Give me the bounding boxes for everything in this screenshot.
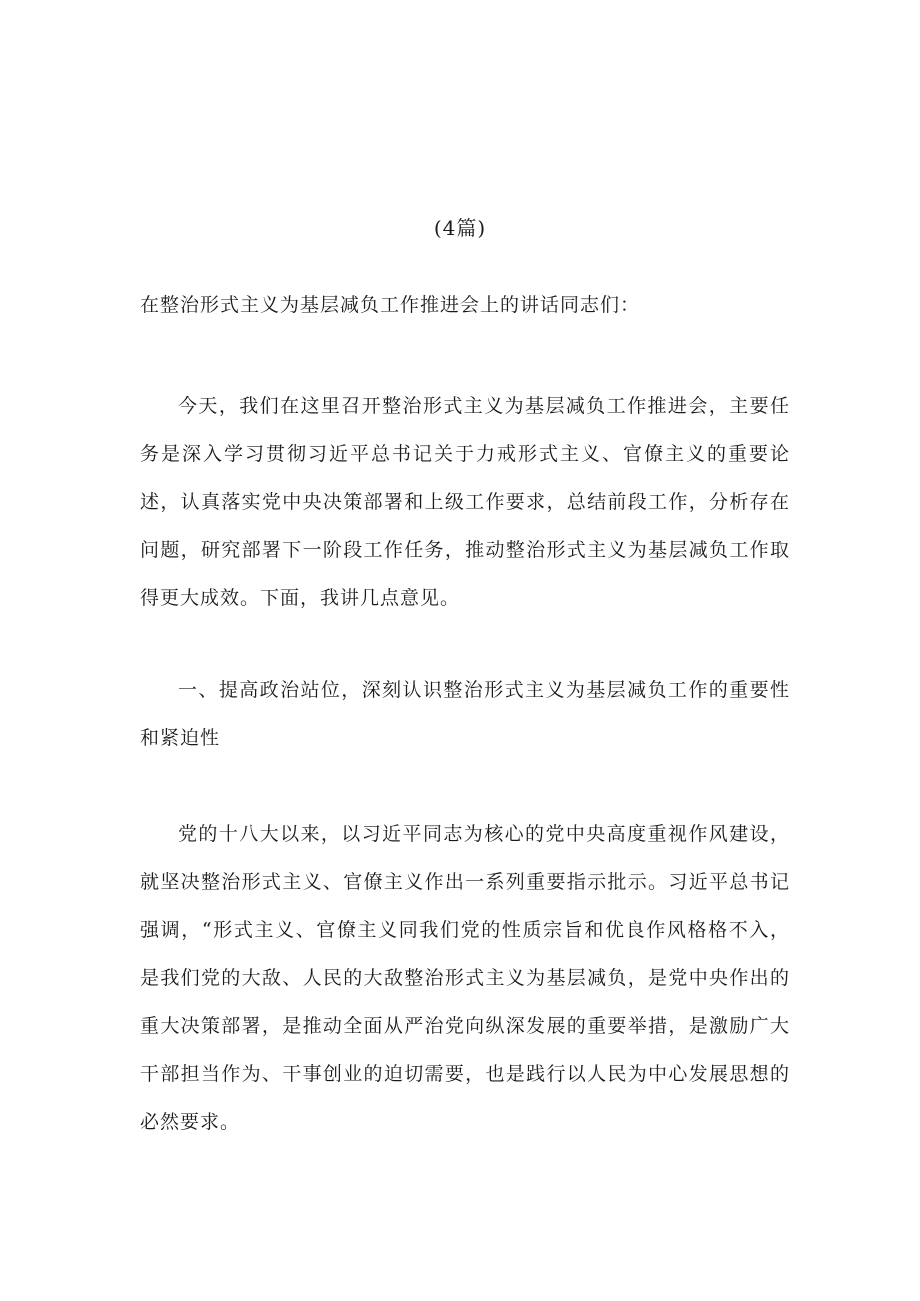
paragraph-section-one-body: 党的十八大以来，以习近平同志为核心的党中央高度重视作风建设，就坚决整治形式主义、官僚主义作出一系列重要指示批示。习近平总书记强调，“形式主义、官僚主义同我们党的性质宗旨和优良作风格格不入，是我们党的大敌、人民的大敌整治形式主义为基层减负，是党中央作出的重大决策部署，是推动全面从严治党向纵深发展的重要举措，是激励广大干部担当作为、干事创业的迫切需要，也是践行以人民为中心发展思想的必然要求。 — [140, 823, 790, 1133]
speech-title-line: 在整治形式主义为基层减负工作推进会上的讲话同志们： — [140, 294, 641, 316]
document-heading: (4篇) — [433, 216, 487, 240]
section-heading-one: 一、提高政治站位，深刻认识整治形式主义为基层减负工作的重要性和紧迫性 — [140, 679, 790, 749]
paragraph-opening: 今天，我们在这里召开整治形式主义为基层减负工作推进会，主要任务是深入学习贯彻习近平总书记关于力戒形式主义、官僚主义的重要论述，认真落实党中央决策部署和上级工作要求，总结前段工作，分析存在问题，研究部署下一阶段工作任务，推动整治形式主义为基层减负工作取得更大成效。下面，我讲几点意见。 — [140, 395, 790, 609]
